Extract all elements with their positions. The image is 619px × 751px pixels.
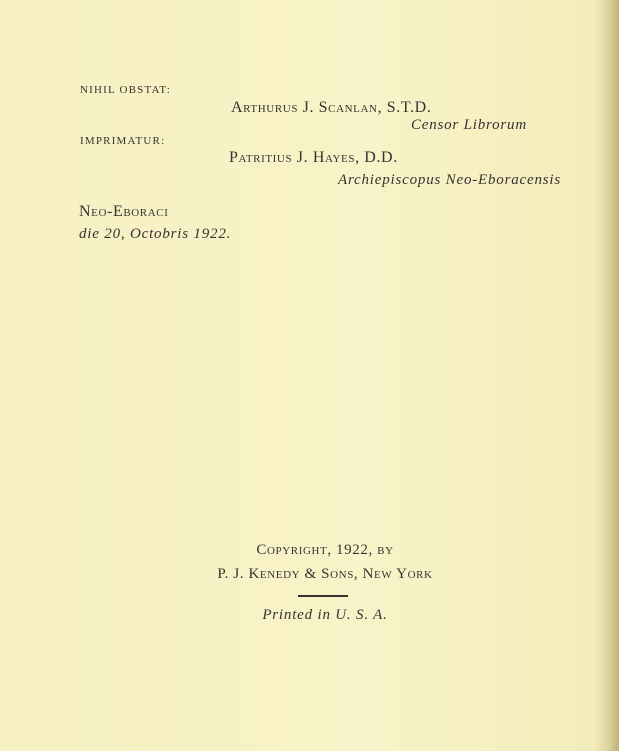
publisher-line: P. J. Kenedy & Sons, New York xyxy=(217,566,433,582)
censor-title: Censor Librorum xyxy=(410,117,527,133)
copyright-line: Copyright, 1922, by xyxy=(256,542,394,558)
censor-name: Arthurus J. Scanlan, S.T.D. xyxy=(231,99,432,116)
divider-rule xyxy=(298,595,348,597)
bishop-title: Archiepiscopus Neo-Eboracensis xyxy=(338,172,561,188)
place: Neo-Eboraci xyxy=(79,203,169,220)
bishop-name: Patritius J. Hayes, D.D. xyxy=(229,149,398,166)
nihil-obstat-label: NIHIL OBSTAT: xyxy=(80,84,172,96)
printed-in-line: Printed in U. S. A. xyxy=(262,607,388,623)
imprimatur-label: IMPRIMATUR: xyxy=(80,135,166,147)
date: die 20, Octobris 1922. xyxy=(79,226,232,242)
